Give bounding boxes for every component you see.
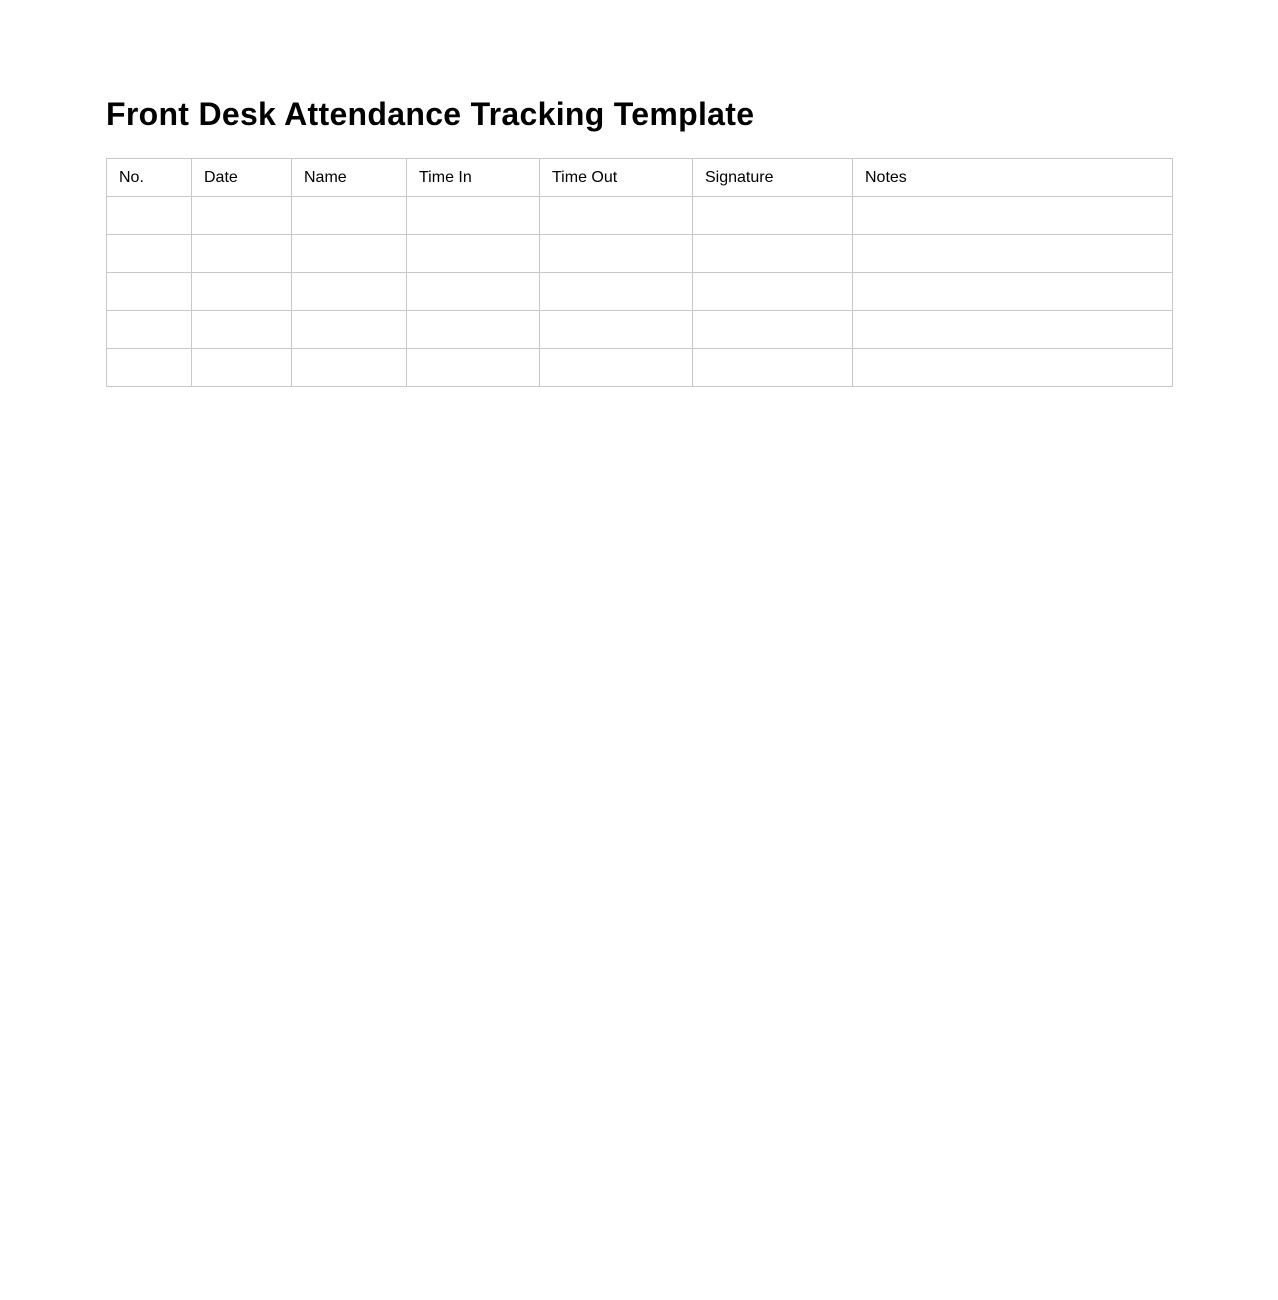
cell-no[interactable]	[107, 273, 192, 311]
cell-signature[interactable]	[693, 311, 853, 349]
column-header-signature: Signature	[693, 159, 853, 197]
cell-notes[interactable]	[853, 235, 1173, 273]
table-row	[107, 311, 1173, 349]
table-row	[107, 349, 1173, 387]
table-row	[107, 235, 1173, 273]
cell-date[interactable]	[192, 273, 292, 311]
cell-signature[interactable]	[693, 273, 853, 311]
column-header-date: Date	[192, 159, 292, 197]
cell-no[interactable]	[107, 235, 192, 273]
column-header-notes: Notes	[853, 159, 1173, 197]
column-header-time-in: Time In	[407, 159, 540, 197]
attendance-table	[106, 158, 1173, 387]
cell-notes[interactable]	[853, 197, 1173, 235]
cell-time-out[interactable]	[540, 197, 693, 235]
cell-notes[interactable]	[853, 273, 1173, 311]
table-row	[107, 197, 1173, 235]
cell-date[interactable]	[192, 197, 292, 235]
page-title: Front Desk Attendance Tracking Template	[106, 96, 755, 132]
cell-time-in[interactable]	[407, 273, 540, 311]
table-row	[107, 273, 1173, 311]
column-header-name: Name	[292, 159, 407, 197]
cell-date[interactable]	[192, 235, 292, 273]
cell-time-out[interactable]	[540, 311, 693, 349]
cell-signature[interactable]	[693, 197, 853, 235]
cell-time-in[interactable]	[407, 311, 540, 349]
cell-notes[interactable]	[853, 349, 1173, 387]
cell-notes[interactable]	[853, 311, 1173, 349]
cell-date[interactable]	[192, 349, 292, 387]
cell-no[interactable]	[107, 197, 192, 235]
cell-time-in[interactable]	[407, 197, 540, 235]
cell-name[interactable]	[292, 197, 407, 235]
cell-time-out[interactable]	[540, 235, 693, 273]
table-header-row	[107, 159, 1173, 197]
cell-name[interactable]	[292, 273, 407, 311]
cell-time-out[interactable]	[540, 349, 693, 387]
column-header-no: No.	[107, 159, 192, 197]
cell-name[interactable]	[292, 311, 407, 349]
column-header-time-out: Time Out	[540, 159, 693, 197]
cell-signature[interactable]	[693, 349, 853, 387]
cell-name[interactable]	[292, 349, 407, 387]
cell-time-in[interactable]	[407, 235, 540, 273]
cell-time-in[interactable]	[407, 349, 540, 387]
cell-time-out[interactable]	[540, 273, 693, 311]
cell-name[interactable]	[292, 235, 407, 273]
cell-date[interactable]	[192, 311, 292, 349]
cell-no[interactable]	[107, 311, 192, 349]
cell-signature[interactable]	[693, 235, 853, 273]
cell-no[interactable]	[107, 349, 192, 387]
